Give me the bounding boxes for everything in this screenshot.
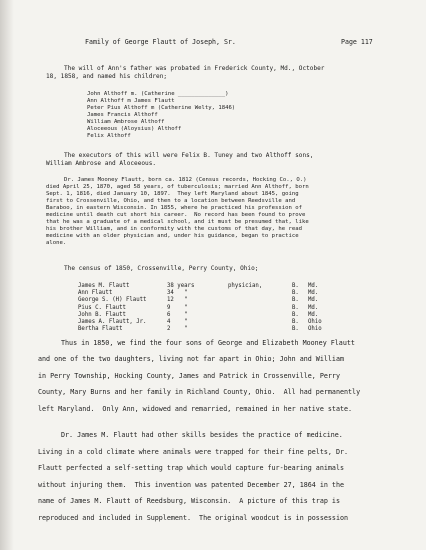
- paragraph-line: first to Crossenville, Ohio, and then to a location between Reedsville and: [46, 198, 296, 204]
- census-name: George S. (H) Flautt: [78, 297, 147, 304]
- census-occupation: physician,: [228, 283, 263, 289]
- paragraph-line: William Ambrose and Aloceeous.: [46, 159, 157, 167]
- census-birthplace: Ohio: [308, 318, 322, 325]
- census-name: James A. Flautt, Jr.: [78, 318, 147, 325]
- census-born: B.: [292, 326, 299, 333]
- census-name: Pius C. Flautt: [78, 304, 126, 311]
- census-name: Ann Flautt: [78, 290, 113, 297]
- table-row: [78, 312, 338, 319]
- census-age: 9 ": [167, 304, 188, 311]
- paragraph-line: in Perry Township, Hocking County, James and Patrick in Crossenville, Perry: [38, 371, 340, 380]
- census-table: [78, 283, 338, 333]
- paragraph-line: The executors of this will were Felix B. Tuney and two Althoff sons,: [64, 152, 314, 159]
- paragraph-line: that he was a graduate of a medical school, and it must be presumed that, like: [46, 219, 309, 225]
- census-birthplace: Md.: [308, 290, 319, 297]
- census-born: B.: [292, 297, 299, 304]
- paragraph-line: name of James M. Flautt of Reedsburg, Wisconsin. A picture of this trap is: [38, 497, 340, 506]
- list-item: Felix Althoff: [87, 133, 131, 139]
- paragraph-line: medicine until death cut short his career. No record has been found to prove: [46, 212, 306, 218]
- list-item: James Francis Althoff: [87, 112, 158, 118]
- paragraph-line: medicine with an older physician and, under his guidance, began to practice: [46, 233, 299, 239]
- paragraph-line: Baraboo, in eastern Wisconsin. In 1855, where he practiced his profession of: [46, 205, 302, 211]
- census-age: 2 ": [167, 326, 188, 333]
- census-birthplace: Md.: [308, 297, 319, 304]
- intro-line: The will of Ann's father was probated in Frederick County, Md., October: [64, 65, 325, 72]
- census-born: B.: [292, 290, 299, 297]
- table-row: [78, 305, 338, 312]
- table-row: [78, 290, 338, 297]
- paragraph-line: alone.: [46, 240, 67, 246]
- paragraph-line: died April 25, 1870, aged 58 years, of tuberculosis; married Ann Althoff, born: [46, 184, 309, 190]
- census-age: 12 ": [167, 297, 188, 304]
- paragraph-line: and one of the two daughters, living not far apart in Ohio; John and William: [38, 355, 344, 364]
- paragraph-line: County, Mary Burns and her family in Richland County, Ohio. All had permanently: [38, 388, 361, 397]
- census-birthplace: Ohio: [308, 326, 322, 333]
- census-age: 4 ": [167, 318, 188, 325]
- paragraph-line: left Maryland. Only Ann, widowed and remarried, remained in her native state.: [38, 404, 353, 413]
- page-title: Family of George Flautt of Joseph, Sr.: [85, 38, 236, 46]
- intro-line: 18, 1858, and named his children;: [46, 72, 168, 80]
- census-age: 38 years: [167, 283, 195, 289]
- census-birthplace: Md.: [308, 311, 319, 318]
- census-age: 6 ": [167, 311, 188, 318]
- paragraph-line: his brother William, and in conformity with the customs of that day, he read: [46, 226, 302, 232]
- scan-shadow: [0, 0, 14, 550]
- table-row: [78, 283, 338, 290]
- census-intro: The census of 1850, Crossenville, Perry County, Ohio;: [64, 265, 259, 272]
- table-row: [78, 297, 338, 304]
- list-item: Peter Pius Althoff m (Catherine Welty, 1846): [87, 105, 236, 111]
- paragraph-line: reproduced and included in Supplement. The original woodcut is in possession: [38, 514, 349, 522]
- census-born: B.: [292, 318, 299, 325]
- paragraph-line: Living in a cold climate where animals were trapped for their fine pelts, Dr.: [38, 447, 349, 456]
- census-age: 34 ": [167, 290, 188, 297]
- paragraph-line: Dr. James Mooney Flautt, born ca. 1812 (Census records, Hocking Co., O.): [64, 177, 307, 183]
- list-item: John Althoff m. (Catherine ______________): [87, 91, 229, 97]
- census-born: B.: [292, 304, 299, 311]
- table-row: [78, 319, 338, 326]
- list-item: Ann Althoff m James Flautt: [87, 98, 175, 104]
- census-name: Bertha Flautt: [78, 326, 123, 333]
- census-name: John B. Flautt: [78, 311, 126, 318]
- table-row: [78, 326, 338, 333]
- page-number: Page 117: [341, 38, 373, 46]
- census-birthplace: Md.: [308, 304, 319, 311]
- census-name: James M. Flautt: [78, 283, 130, 289]
- list-item: Aloceeous (Aloysius) Althoff: [87, 126, 182, 132]
- paragraph-line: Dr. James M. Flautt had other skills besides the practice of medicine.: [61, 431, 343, 439]
- list-item: William Ambrose Althoff: [87, 119, 165, 125]
- paragraph-line: Thus in 1850, we find the four sons of George and Elizabeth Mooney Flautt: [61, 339, 355, 347]
- census-born: B.: [292, 283, 299, 289]
- census-birthplace: Md.: [308, 283, 319, 289]
- census-born: B.: [292, 311, 299, 318]
- paragraph-line: Sept. 1, 1816, died January 10, 1897. They left Maryland about 1845, going: [46, 191, 299, 197]
- paragraph-line: Flautt perfected a self-setting trap which would capture fur-bearing animals: [38, 464, 344, 473]
- paragraph-line: without injuring them. This invention was patented December 27, 1864 in the: [38, 480, 344, 489]
